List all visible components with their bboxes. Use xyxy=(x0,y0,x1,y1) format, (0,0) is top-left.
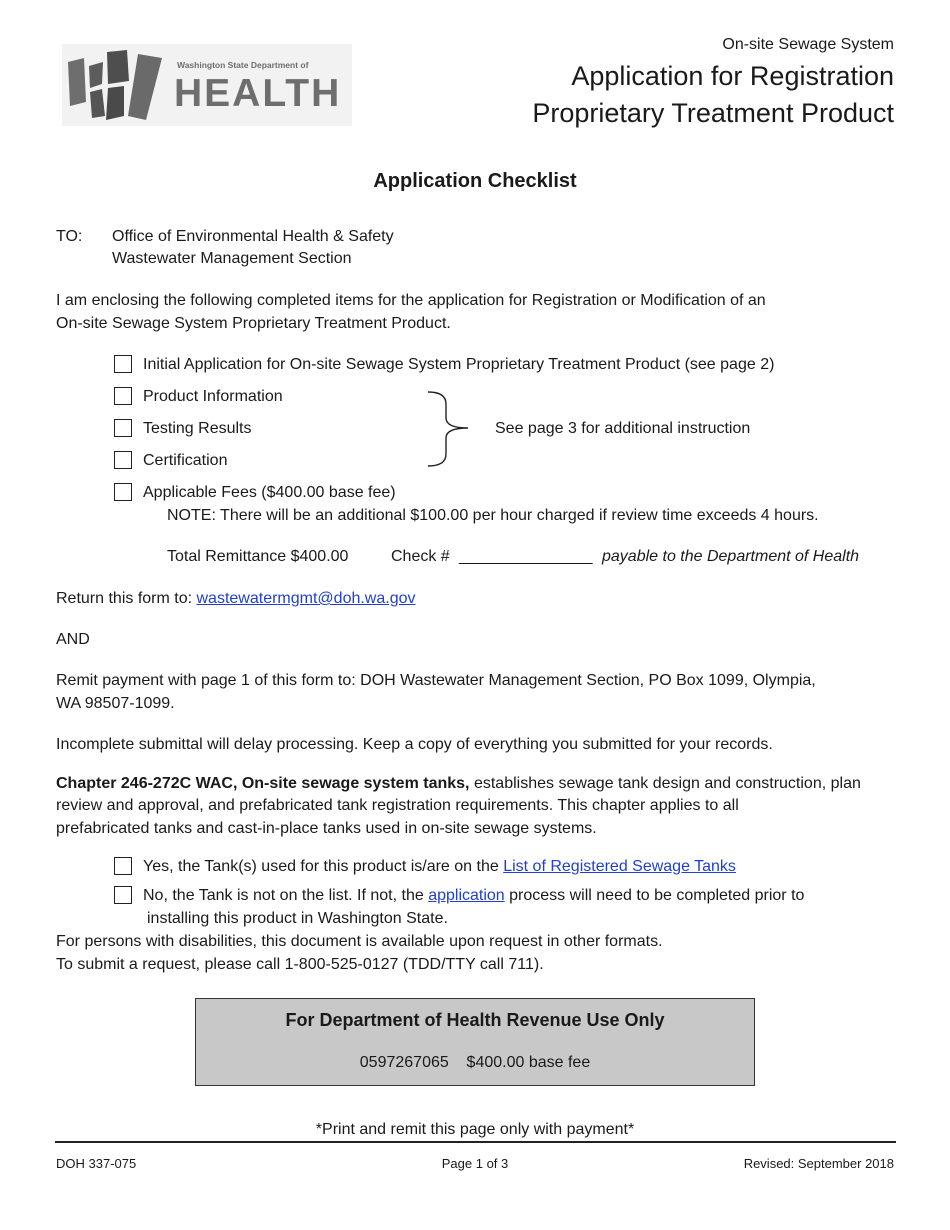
chapter-line1-rest: establishes sewage tank design and construction, plan xyxy=(469,775,861,792)
header-subtitle: On-site Sewage System xyxy=(722,36,894,53)
revenue-box-title: For Department of Health Revenue Use Only xyxy=(285,1010,665,1030)
print-note: *Print and remit this page only with payment* xyxy=(315,1121,635,1138)
brace-icon xyxy=(424,390,472,468)
brace-note: See page 3 for additional instruction xyxy=(495,420,751,437)
and-text: AND xyxy=(56,631,90,648)
chapter-line3: prefabricated tanks and cast-in-place tanks used in on-site sewage systems. xyxy=(56,820,597,837)
remit-line1: Remit payment with page 1 of this form to: DOH Wastewater Management Section, PO Box 1099, Olympia, xyxy=(56,672,816,689)
accessibility-line1: For persons with disabilities, this document is available upon request in other formats. xyxy=(56,933,663,950)
checkbox-applicable-fees[interactable] xyxy=(114,483,132,501)
item-testing-results: Testing Results xyxy=(143,420,252,437)
chapter-line2: review and approval, and prefabricated tank registration requirements. This chapter applies to all xyxy=(56,797,739,814)
checklist-title: Application Checklist xyxy=(373,170,577,192)
checkbox-tank-no[interactable] xyxy=(114,886,132,904)
intro-line1: I am enclosing the following completed items for the application for Registration or Modification of an xyxy=(56,292,766,309)
checkbox-initial-application[interactable] xyxy=(114,355,132,373)
to-line1: Office of Environmental Health & Safety xyxy=(112,228,394,245)
incomplete-note: Incomplete submittal will delay processing. Keep a copy of everything you submitted for your records. xyxy=(56,736,773,753)
tank-no-post: process will need to be completed prior to xyxy=(504,887,805,904)
header-title-line2: Proprietary Treatment Product xyxy=(532,98,894,128)
footer-divider xyxy=(55,1141,896,1143)
to-label: TO: xyxy=(56,228,83,245)
remit-line2: WA 98507-1099. xyxy=(56,695,175,712)
revenue-box xyxy=(195,998,755,1086)
footer-page-number: Page 1 of 3 xyxy=(441,1156,509,1171)
revenue-box-values xyxy=(196,1054,754,1072)
application-link[interactable]: application xyxy=(428,887,505,904)
tank-no-text xyxy=(143,885,804,908)
revenue-fee: $400.00 base fee xyxy=(466,1054,591,1071)
return-line xyxy=(56,588,416,611)
footer-revised: Revised: September 2018 xyxy=(743,1156,894,1171)
return-email-link[interactable]: wastewatermgmt@doh.wa.gov xyxy=(196,590,416,607)
intro-line2: On-site Sewage System Proprietary Treatment Product. xyxy=(56,315,451,332)
tank-no-line2: installing this product in Washington State. xyxy=(147,910,448,927)
header-title-line1: Application for Registration xyxy=(571,61,894,91)
item-product-information: Product Information xyxy=(143,388,283,405)
check-number-field[interactable]: _______________ xyxy=(459,548,593,565)
chapter-line1 xyxy=(56,773,861,796)
fee-note: NOTE: There will be an additional $100.00 per hour charged if review time exceeds 4 hours. xyxy=(167,507,819,524)
logo-health-text: HEALTH xyxy=(174,72,342,115)
checkbox-tank-yes[interactable] xyxy=(114,857,132,875)
doh-logo xyxy=(62,44,352,126)
revenue-code: 0597267065 xyxy=(359,1054,449,1071)
health-logo-mark-icon xyxy=(62,44,174,126)
accessibility-line2: To submit a request, please call 1-800-525-0127 (TDD/TTY call 711). xyxy=(56,956,544,973)
item-initial-application: Initial Application for On-site Sewage System Proprietary Treatment Product (see page 2) xyxy=(143,356,775,373)
tank-no-pre: No, the Tank is not on the list. If not, the xyxy=(143,887,429,904)
registered-tanks-link[interactable]: List of Registered Sewage Tanks xyxy=(503,858,736,875)
checkbox-product-information[interactable] xyxy=(114,387,132,405)
total-remittance: Total Remittance $400.00 xyxy=(167,548,349,565)
to-line2: Wastewater Management Section xyxy=(112,250,352,267)
checkbox-certification[interactable] xyxy=(114,451,132,469)
payable-note: payable to the Department of Health xyxy=(602,548,860,565)
item-certification: Certification xyxy=(143,452,228,469)
header-title xyxy=(532,58,894,132)
tank-yes-text xyxy=(143,856,736,879)
tank-yes-pre: Yes, the Tank(s) used for this product is/are on the xyxy=(143,858,504,875)
return-label: Return this form to: xyxy=(56,590,193,607)
item-applicable-fees: Applicable Fees ($400.00 base fee) xyxy=(143,484,396,501)
logo-small-text: Washington State Department of xyxy=(177,60,309,70)
check-label: Check # xyxy=(391,548,450,565)
footer-form-number: DOH 337-075 xyxy=(56,1156,137,1171)
chapter-bold: Chapter 246-272C WAC, On-site sewage system tanks, xyxy=(56,775,470,792)
checkbox-testing-results[interactable] xyxy=(114,419,132,437)
